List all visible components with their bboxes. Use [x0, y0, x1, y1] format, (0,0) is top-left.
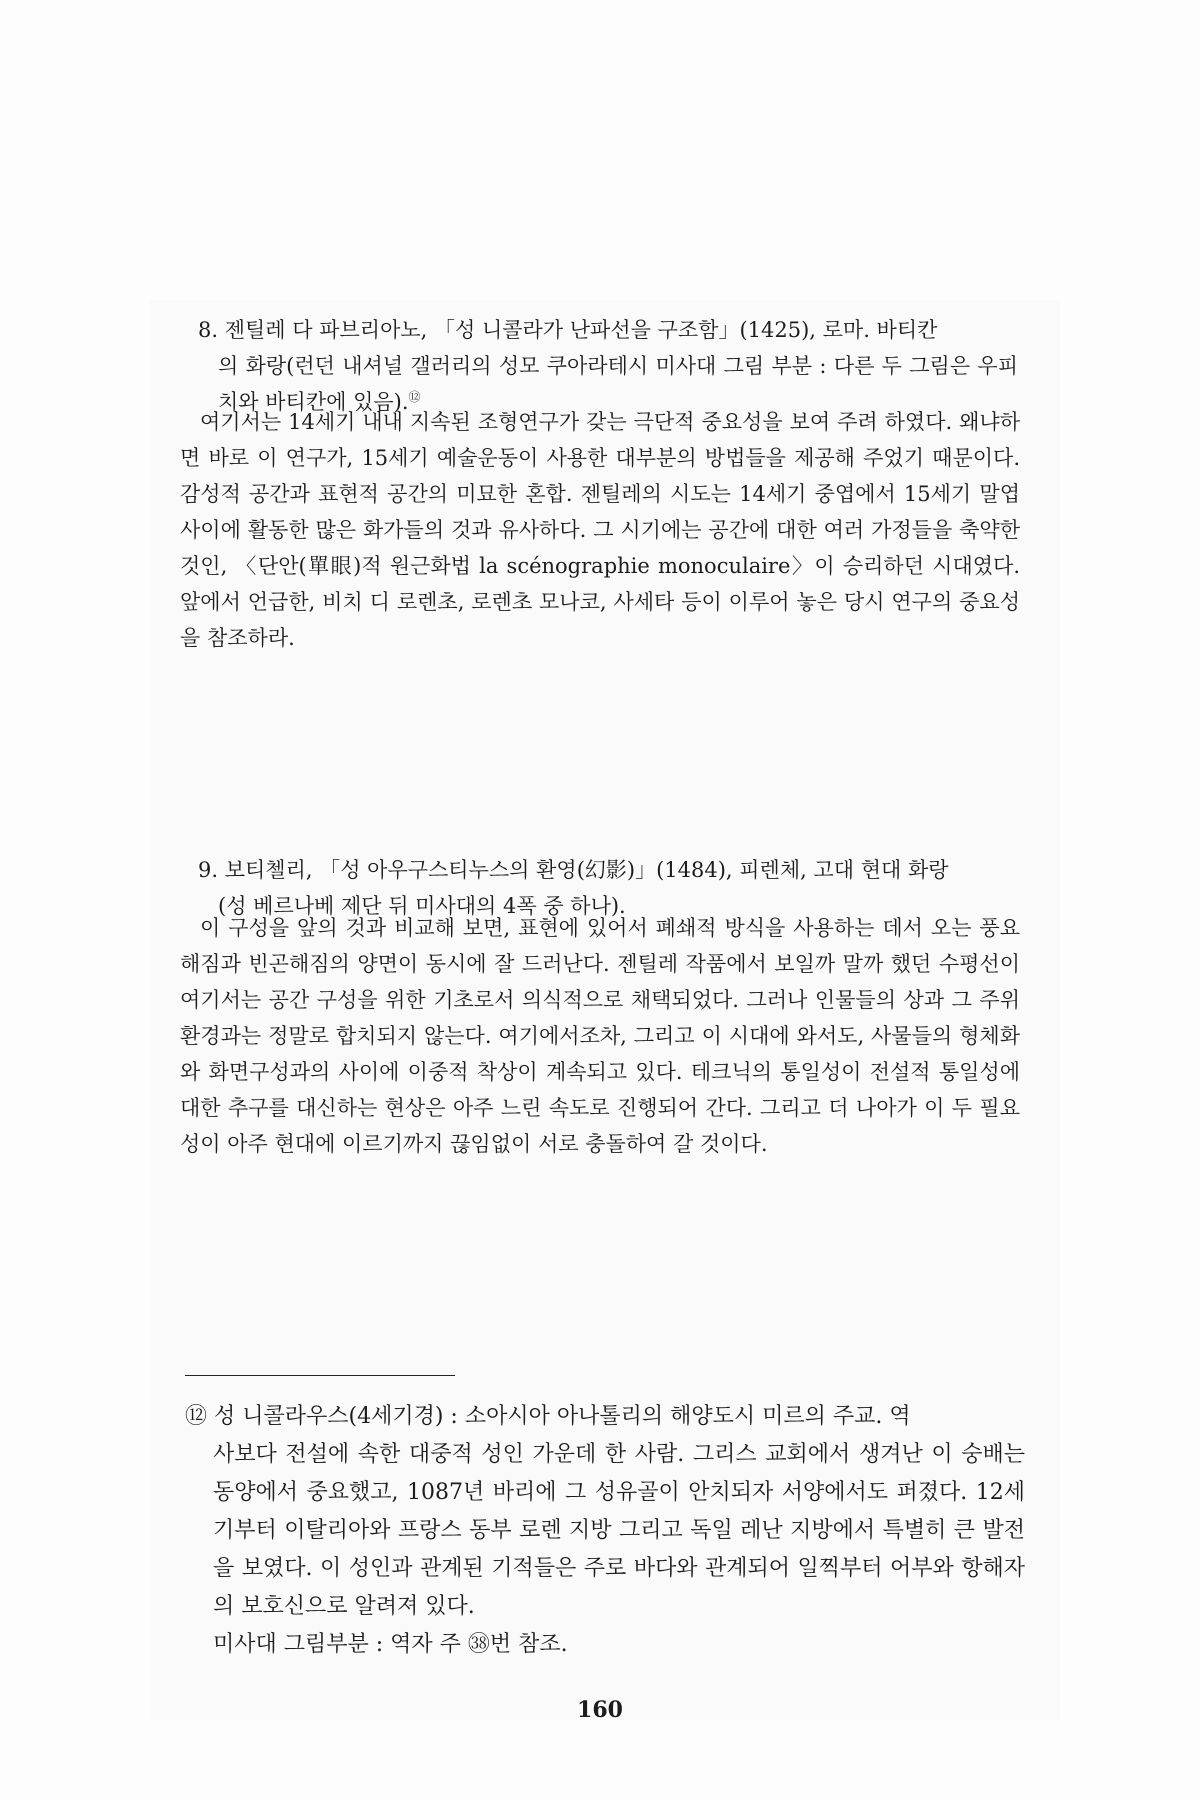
footnote-12: [185, 1398, 1025, 1664]
footnote-body: 사보다 전설에 속한 대중적 성인 가운데 한 사람. 그리스 교회에서 생겨난 이 숭배는 동양에서 중요했고, 1087년 바리에 그 성유골이 안치되자 서양에서도 퍼졌다. 12세기부터 이탈리아와 프랑스 동부 로렌 지방 그리고 독일 레난 지방에서 특별히 큰 발전을 보였다. 이 성인과 관계된 기적들은 주로 바다와 관계되어 일찍부터 어부와 항해자의 보호신으로 알려져 있다.: [213, 1442, 1025, 1619]
page-number: 160: [577, 1697, 623, 1723]
caption-9-rest: (성 베르나베 제단 뒤 미사대의 4폭 중 하나).: [218, 894, 626, 918]
caption-8-rest-text: 의 화랑(런던 내셔널 갤러리의 성모 쿠아라테시 미사대 그림 부분 : 다른 두 그림은 우피치와 바티칸에 있음).: [218, 354, 1018, 414]
footnote-marker: ⑫: [185, 1404, 208, 1429]
footnote-first-line: 성 니콜라우스(4세기경) : 소아시아 아나톨리의 해양도시 미르의 주교. 역: [214, 1404, 911, 1429]
caption-9-first-line: 9. 보티첼리, 「성 아우구스티누스의 환영(幻影)」(1484), 피렌체, 고대 현대 화랑: [198, 858, 949, 882]
commentary-paragraph-8: 여기서는 14세기 내내 지속된 조형연구가 갖는 극단적 중요성을 보여 주려 하였다. 왜냐하면 바로 이 연구가, 15세기 예술운동이 사용한 대부분의 방법들을 제공해 주었기 때문이다. 감성적 공간과 표현적 공간의 미묘한 혼합. 젠틸레의 시도는 14세기 중엽에서 15세기 말엽 사이에 활동한 많은 화가들의 것과 유사하다. 그 시기에는 공간에 대한 여러 가정들을 축약한 것인, 〈단안(單眼)적 원근화법 la scénographie monoculaire〉이 승리하던 시대였다. 앞에서 언급한, 비치 디 로렌초, 로렌초 모나코, 사세타 등이 이루어 놓은 당시 연구의 중요성을 참조하라.: [180, 410, 1020, 650]
footnote-divider: [185, 1375, 455, 1376]
footnote-ref-marker: ⑫: [408, 390, 421, 404]
footnote-lead: [185, 1398, 1025, 1436]
commentary-paragraph-9: 이 구성을 앞의 것과 비교해 보면, 표현에 있어서 폐쇄적 방식을 사용하는 데서 오는 풍요해짐과 빈곤해짐의 양면이 동시에 잘 드러난다. 젠틸레 작품에서 보일까 말까 했던 수평선이 여기서는 공간 구성을 위한 기초로서 의식적으로 채택되었다. 그러나 인물들의 상과 그 주위환경과는 정말로 합치되지 않는다. 여기에서조차, 그리고 이 시대에 와서도, 사물들의 형체화와 화면구성과의 사이에 이중적 착상이 계속되고 있다. 테크닉의 통일성이 전설적 통일성에 대한 추구를 대신하는 현상은 아주 느린 속도로 진행되어 간다. 그리고 더 나아가 이 두 필요성이 아주 현대에 이르기까지 끊임없이 서로 충돌하여 갈 것이다.: [180, 916, 1020, 1156]
footnote-note: 미사대 그림부분 : 역자 주 ㊳번 참조.: [213, 1632, 568, 1657]
caption-8-first-line: 8. 젠틸레 다 파브리아노, 「성 니콜라가 난파선을 구조함」(1425), 로마. 바티칸: [198, 318, 938, 342]
